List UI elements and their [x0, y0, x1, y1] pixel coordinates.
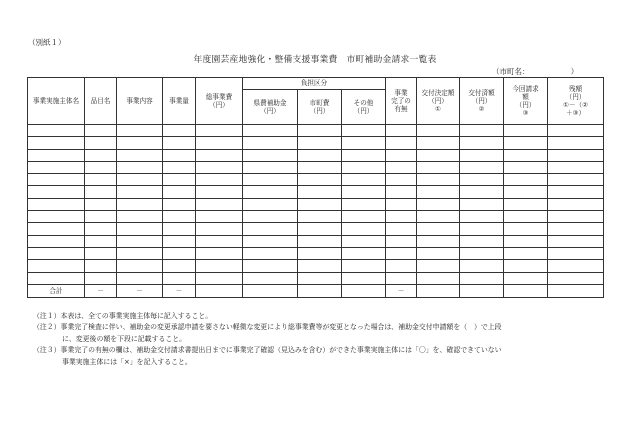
- table-cell[interactable]: [386, 235, 417, 247]
- table-cell[interactable]: [460, 137, 504, 149]
- table-cell[interactable]: [85, 211, 117, 223]
- table-cell[interactable]: [504, 186, 548, 198]
- table-cell[interactable]: [117, 125, 163, 137]
- table-cell[interactable]: [548, 260, 604, 272]
- document-title: 年度園芸産地強化・整備支援事業費 市町補助金請求一覧表: [193, 55, 437, 65]
- table-row: [28, 260, 604, 272]
- total-cell[interactable]: [298, 284, 342, 297]
- table-cell[interactable]: [298, 223, 342, 235]
- table-cell[interactable]: [386, 223, 417, 235]
- table-cell[interactable]: [196, 186, 243, 198]
- table-cell[interactable]: [342, 149, 386, 161]
- table-cell[interactable]: [117, 260, 163, 272]
- header-content: 事業内容: [117, 78, 163, 125]
- table-cell[interactable]: [196, 223, 243, 235]
- total-completion-dash: －: [386, 284, 417, 297]
- table-cell[interactable]: [386, 247, 417, 259]
- total-cell[interactable]: [504, 284, 548, 297]
- table-cell[interactable]: [28, 174, 85, 186]
- table-row: [28, 198, 604, 210]
- note-1: （注１）本表は、全ての事業実施主体毎に記入すること。: [33, 312, 213, 320]
- table-cell[interactable]: [28, 260, 85, 272]
- total-item-name-dash: －: [85, 284, 117, 297]
- attachment-label: （別紙１）: [28, 38, 66, 47]
- table-cell[interactable]: [85, 174, 117, 186]
- table-cell[interactable]: [417, 260, 460, 272]
- table-cell[interactable]: [342, 247, 386, 259]
- table-cell[interactable]: [504, 161, 548, 173]
- table-cell[interactable]: [417, 186, 460, 198]
- table-cell[interactable]: [117, 247, 163, 259]
- table-cell[interactable]: [460, 272, 504, 284]
- table-cell[interactable]: [342, 125, 386, 137]
- header-completion: 事業 完了の 有無: [386, 78, 417, 125]
- table-cell[interactable]: [298, 161, 342, 173]
- note-3: （注３）事業完了の有無の欄は、補助金交付請求書提出日までに事業完了確認（見込みを含む）ができた事業実施主体には「〇」を、確認できていない: [33, 346, 502, 355]
- table-cell[interactable]: [243, 223, 298, 235]
- table-cell[interactable]: [342, 137, 386, 149]
- header-total-cost: 総事業費 （円）: [196, 78, 243, 125]
- table-cell[interactable]: [386, 186, 417, 198]
- table-cell[interactable]: [163, 198, 196, 210]
- table-cell[interactable]: [298, 174, 342, 186]
- table-row: [28, 211, 604, 223]
- header-grant-decision: 交付決定額 （円） ①: [417, 78, 460, 125]
- table-cell[interactable]: [28, 186, 85, 198]
- table-cell[interactable]: [548, 125, 604, 137]
- table-cell[interactable]: [243, 174, 298, 186]
- table-cell[interactable]: [504, 149, 548, 161]
- table-cell[interactable]: [163, 211, 196, 223]
- table-cell[interactable]: [417, 149, 460, 161]
- table-cell[interactable]: [298, 186, 342, 198]
- note-2-continued: に、変更後の額を下段に記載すること。: [62, 334, 187, 343]
- table-cell[interactable]: [298, 272, 342, 284]
- table-cell[interactable]: [196, 235, 243, 247]
- table-cell[interactable]: [163, 223, 196, 235]
- table-cell[interactable]: [28, 272, 85, 284]
- table-cell[interactable]: [163, 137, 196, 149]
- table-cell[interactable]: [298, 125, 342, 137]
- table-cell[interactable]: [504, 247, 548, 259]
- table-cell[interactable]: [163, 125, 196, 137]
- table-cell[interactable]: [196, 137, 243, 149]
- table-cell[interactable]: [85, 137, 117, 149]
- table-cell[interactable]: [243, 260, 298, 272]
- table-row: [28, 235, 604, 247]
- table-cell[interactable]: [342, 272, 386, 284]
- table-cell[interactable]: [548, 137, 604, 149]
- table-cell[interactable]: [298, 260, 342, 272]
- subsidy-request-table: [27, 77, 604, 298]
- table-cell[interactable]: [342, 186, 386, 198]
- table-cell[interactable]: [85, 235, 117, 247]
- table-cell[interactable]: [342, 198, 386, 210]
- table-cell[interactable]: [548, 272, 604, 284]
- table-cell[interactable]: [460, 149, 504, 161]
- table-cell[interactable]: [117, 223, 163, 235]
- total-row: [28, 284, 604, 297]
- table-cell[interactable]: [417, 174, 460, 186]
- header-grant-paid: 交付済額 （円） ②: [460, 78, 504, 125]
- table-cell[interactable]: [28, 235, 85, 247]
- table-cell[interactable]: [342, 211, 386, 223]
- table-cell[interactable]: [196, 161, 243, 173]
- table-cell[interactable]: [163, 161, 196, 173]
- table-cell[interactable]: [548, 161, 604, 173]
- table-cell[interactable]: [386, 137, 417, 149]
- table-cell[interactable]: [460, 125, 504, 137]
- table-cell[interactable]: [504, 174, 548, 186]
- table-cell[interactable]: [196, 125, 243, 137]
- table-cell[interactable]: [196, 211, 243, 223]
- table-cell[interactable]: [163, 186, 196, 198]
- table-cell[interactable]: [342, 223, 386, 235]
- table-cell[interactable]: [460, 198, 504, 210]
- table-cell[interactable]: [417, 198, 460, 210]
- table-cell[interactable]: [417, 125, 460, 137]
- table-cell[interactable]: [298, 211, 342, 223]
- table-cell[interactable]: [298, 235, 342, 247]
- table-cell[interactable]: [548, 223, 604, 235]
- table-cell[interactable]: [243, 161, 298, 173]
- table-cell[interactable]: [460, 211, 504, 223]
- table-cell[interactable]: [548, 186, 604, 198]
- table-cell[interactable]: [417, 211, 460, 223]
- table-row: [28, 161, 604, 173]
- table-cell[interactable]: [163, 260, 196, 272]
- table-cell[interactable]: [504, 223, 548, 235]
- table-cell[interactable]: [504, 137, 548, 149]
- table-cell[interactable]: [85, 161, 117, 173]
- table-row: [28, 174, 604, 186]
- table-cell[interactable]: [298, 149, 342, 161]
- table-cell[interactable]: [342, 235, 386, 247]
- table-cell[interactable]: [417, 137, 460, 149]
- table-cell[interactable]: [196, 198, 243, 210]
- table-row: [28, 186, 604, 198]
- total-cell[interactable]: [243, 284, 298, 297]
- total-label: 合計: [28, 284, 85, 297]
- table-cell[interactable]: [117, 137, 163, 149]
- table-cell[interactable]: [417, 272, 460, 284]
- table-cell[interactable]: [504, 272, 548, 284]
- table-cell[interactable]: [548, 174, 604, 186]
- table-cell[interactable]: [298, 247, 342, 259]
- table-cell[interactable]: [298, 137, 342, 149]
- table-row: [28, 223, 604, 235]
- header-quantity: 事業量: [163, 78, 196, 125]
- table-cell[interactable]: [243, 149, 298, 161]
- table-cell[interactable]: [196, 247, 243, 259]
- table-cell[interactable]: [460, 174, 504, 186]
- table-cell[interactable]: [28, 125, 85, 137]
- table-cell[interactable]: [417, 247, 460, 259]
- table-cell[interactable]: [196, 174, 243, 186]
- table-cell[interactable]: [163, 235, 196, 247]
- table-cell[interactable]: [548, 247, 604, 259]
- header-entity: 事業実施主体名: [28, 78, 85, 125]
- table-cell[interactable]: [342, 174, 386, 186]
- table-cell[interactable]: [417, 161, 460, 173]
- table-cell[interactable]: [243, 235, 298, 247]
- note-2: （注２）事業完了検査に伴い、補助金の変更承認申請を要さない軽微な変更により総事業費等が変更となった場合は、補助金交付申請額を（ ）で上段: [33, 323, 502, 332]
- table-cell[interactable]: [85, 149, 117, 161]
- table-row: [28, 149, 604, 161]
- table-cell[interactable]: [85, 260, 117, 272]
- municipality-field-label: （市町名： ）: [492, 67, 579, 76]
- table-cell[interactable]: [386, 161, 417, 173]
- table-cell[interactable]: [417, 235, 460, 247]
- table-cell[interactable]: [163, 247, 196, 259]
- table-cell[interactable]: [243, 198, 298, 210]
- table-cell[interactable]: [548, 235, 604, 247]
- table-cell[interactable]: [117, 149, 163, 161]
- table-cell[interactable]: [85, 272, 117, 284]
- table-cell[interactable]: [386, 211, 417, 223]
- table-cell[interactable]: [504, 125, 548, 137]
- table-cell[interactable]: [85, 247, 117, 259]
- table-cell[interactable]: [460, 247, 504, 259]
- table-cell[interactable]: [117, 174, 163, 186]
- header-other: その他 （円）: [342, 90, 386, 125]
- table-cell[interactable]: [117, 211, 163, 223]
- table-cell[interactable]: [28, 247, 85, 259]
- table-cell[interactable]: [298, 198, 342, 210]
- table-cell[interactable]: [386, 260, 417, 272]
- header-current-request: 今回請求 額 （円） ③: [504, 78, 548, 125]
- table-cell[interactable]: [28, 211, 85, 223]
- table-cell[interactable]: [386, 198, 417, 210]
- table-cell[interactable]: [548, 198, 604, 210]
- table-cell[interactable]: [460, 161, 504, 173]
- table-cell[interactable]: [548, 149, 604, 161]
- table-cell[interactable]: [386, 272, 417, 284]
- table-row: [28, 137, 604, 149]
- table-cell[interactable]: [504, 211, 548, 223]
- table-cell[interactable]: [117, 161, 163, 173]
- table-cell[interactable]: [243, 125, 298, 137]
- table-cell[interactable]: [243, 211, 298, 223]
- table-cell[interactable]: [460, 223, 504, 235]
- header-burden-group: 負担区分: [243, 78, 386, 90]
- table-cell[interactable]: [243, 137, 298, 149]
- table-cell[interactable]: [342, 161, 386, 173]
- total-cell[interactable]: [548, 284, 604, 297]
- table-cell[interactable]: [117, 186, 163, 198]
- table-cell[interactable]: [243, 247, 298, 259]
- table-cell[interactable]: [386, 125, 417, 137]
- total-cell[interactable]: [417, 284, 460, 297]
- table-cell[interactable]: [28, 137, 85, 149]
- table-cell[interactable]: [85, 186, 117, 198]
- table-cell[interactable]: [243, 186, 298, 198]
- table-cell[interactable]: [28, 149, 85, 161]
- header-pref-subsidy: 県費補助金 （円）: [243, 90, 298, 125]
- table-cell[interactable]: [504, 198, 548, 210]
- total-cell[interactable]: [196, 284, 243, 297]
- table-cell[interactable]: [163, 174, 196, 186]
- table-cell[interactable]: [117, 235, 163, 247]
- table-cell[interactable]: [386, 149, 417, 161]
- table-cell[interactable]: [117, 198, 163, 210]
- table-cell[interactable]: [460, 235, 504, 247]
- table-cell[interactable]: [163, 272, 196, 284]
- table-cell[interactable]: [504, 260, 548, 272]
- table-cell[interactable]: [342, 260, 386, 272]
- table-cell[interactable]: [85, 223, 117, 235]
- total-content-dash: －: [117, 284, 163, 297]
- note-3-continued: 事業実施主体には「×」を記入すること。: [62, 357, 192, 366]
- table-cell[interactable]: [28, 161, 85, 173]
- table-cell[interactable]: [460, 186, 504, 198]
- table-cell[interactable]: [196, 272, 243, 284]
- total-quantity-dash: －: [163, 284, 196, 297]
- total-cell[interactable]: [460, 284, 504, 297]
- header-city-cost: 市町費 （円）: [298, 90, 342, 125]
- header-row-top: [28, 78, 604, 90]
- table-row: [28, 125, 604, 137]
- table-cell[interactable]: [85, 198, 117, 210]
- table-cell[interactable]: [386, 174, 417, 186]
- table-cell[interactable]: [117, 272, 163, 284]
- table-cell[interactable]: [196, 260, 243, 272]
- table-cell[interactable]: [548, 211, 604, 223]
- table-row: [28, 272, 604, 284]
- table-cell[interactable]: [28, 198, 85, 210]
- table-cell[interactable]: [460, 260, 504, 272]
- table-cell[interactable]: [85, 125, 117, 137]
- total-cell[interactable]: [342, 284, 386, 297]
- table-row: [28, 247, 604, 259]
- table-cell[interactable]: [504, 235, 548, 247]
- header-item-name: 品目名: [85, 78, 117, 125]
- notes-section: [33, 311, 623, 368]
- header-balance: 残額 （円） ①－（② ＋③）: [548, 78, 604, 125]
- table-cell[interactable]: [243, 272, 298, 284]
- table-cell[interactable]: [163, 149, 196, 161]
- table-cell[interactable]: [196, 149, 243, 161]
- table-cell[interactable]: [417, 223, 460, 235]
- table-cell[interactable]: [28, 223, 85, 235]
